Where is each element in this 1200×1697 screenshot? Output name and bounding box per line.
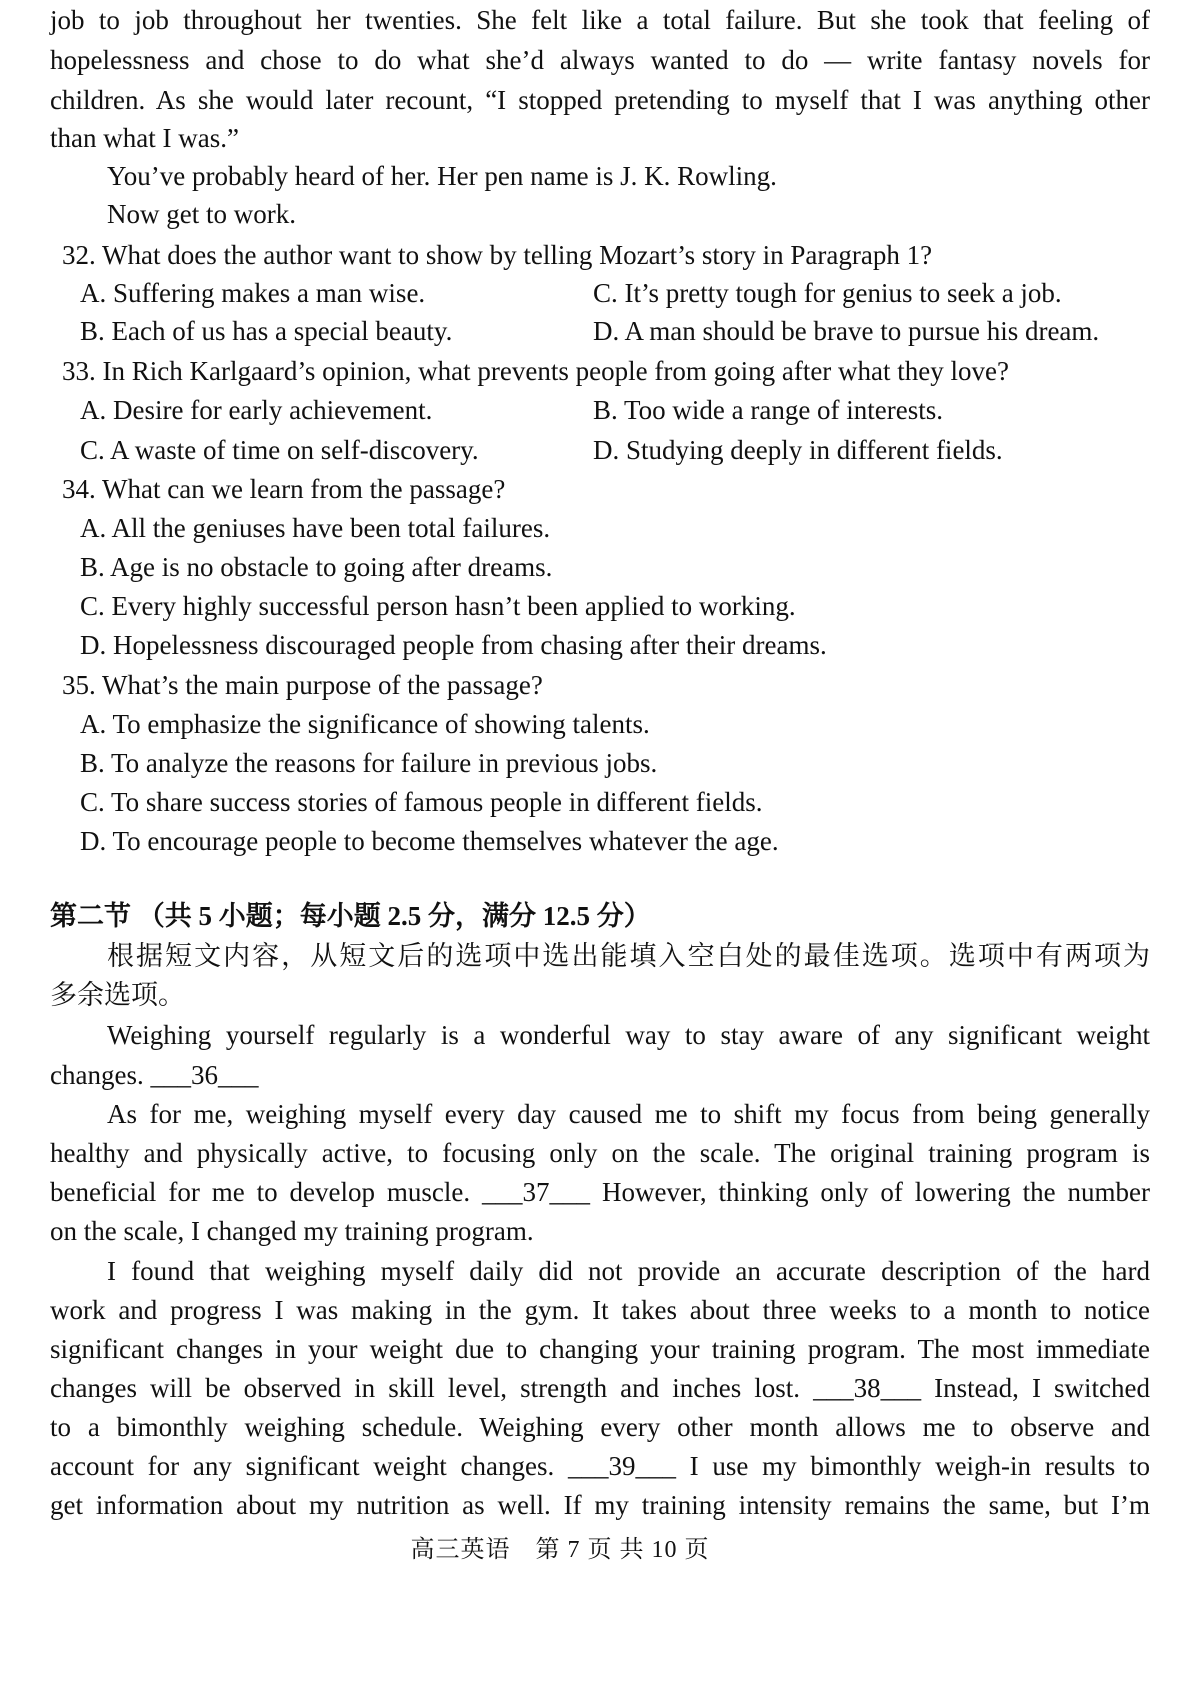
passage-line: changes will be observed in skill level, strength and inches lost. ___38___ Instead, I switched <box>50 1373 1150 1403</box>
passage-line: work and progress I was making in the gym. It takes about three weeks to a month to notice <box>50 1295 1150 1325</box>
passage-line: Weighing yourself regularly is a wonderful way to stay aware of any significant weight <box>107 1020 1150 1050</box>
answer-option: D. Studying deeply in different fields. <box>593 435 1003 465</box>
passage-line: hopelessness and chose to do what she’d always wanted to do — write fantasy novels for <box>50 45 1150 75</box>
passage-line: significant changes in your weight due to changing your training program. The most immediate <box>50 1334 1150 1364</box>
passage-paragraph: You’ve probably heard of her. Her pen name is J. K. Rowling. <box>107 161 777 191</box>
passage-paragraph: Now get to work. <box>107 199 296 229</box>
answer-option: A. Suffering makes a man wise. <box>80 278 426 308</box>
answer-option: D. To encourage people to become themselves whatever the age. <box>80 826 779 856</box>
passage-line: job to job throughout her twenties. She felt like a total failure. But she took that feeling of <box>50 5 1150 35</box>
passage-line: As for me, weighing myself every day caused me to shift my focus from being generally <box>107 1099 1150 1129</box>
answer-option: D. Hopelessness discouraged people from chasing after their dreams. <box>80 630 827 660</box>
section-instructions: 多余选项。 <box>50 980 185 1010</box>
passage-line: healthy and physically active, to focusing only on the scale. The original training program is <box>50 1138 1150 1168</box>
section-heading: 第二节 （共 5 小题；每小题 2.5 分，满分 12.5 分） <box>50 901 651 931</box>
question-stem: 32. What does the author want to show by telling Mozart’s story in Paragraph 1? <box>62 240 933 270</box>
answer-option: B. Too wide a range of interests. <box>593 395 944 425</box>
answer-option: D. A man should be brave to pursue his dream. <box>593 316 1100 346</box>
question-stem: 33. In Rich Karlgaard’s opinion, what prevents people from going after what they love? <box>62 356 1009 386</box>
passage-line: get information about my nutrition as well. If my training intensity remains the same, but I’m <box>50 1490 1150 1520</box>
answer-option: C. It’s pretty tough for genius to seek a job. <box>593 278 1062 308</box>
answer-option: C. A waste of time on self-discovery. <box>80 435 479 465</box>
passage-line: children. As she would later recount, “I stopped pretending to myself that I was anything other <box>50 85 1150 115</box>
passage-line: I found that weighing myself daily did not provide an accurate description of the hard <box>107 1256 1150 1286</box>
section-instructions: 根据短文内容，从短文后的选项中选出能填入空白处的最佳选项。选项中有两项为 <box>107 941 1150 971</box>
answer-option: C. To share success stories of famous people in different fields. <box>80 787 763 817</box>
passage-line: than what I was.” <box>50 123 239 153</box>
answer-option: A. To emphasize the significance of showing talents. <box>80 709 650 739</box>
page-footer: 高三英语 第 7 页 共 10 页 <box>410 1537 710 1563</box>
passage-line: beneficial for me to develop muscle. ___37___ However, thinking only of lowering the number <box>50 1177 1150 1207</box>
question-stem: 35. What’s the main purpose of the passage? <box>62 670 543 700</box>
answer-option: B. Each of us has a special beauty. <box>80 316 453 346</box>
passage-line: account for any significant weight changes. ___39___ I use my bimonthly weigh-in results to <box>50 1451 1150 1481</box>
answer-option: A. Desire for early achievement. <box>80 395 433 425</box>
answer-option: C. Every highly successful person hasn’t been applied to working. <box>80 591 796 621</box>
answer-option: A. All the geniuses have been total failures. <box>80 513 551 543</box>
answer-option: B. Age is no obstacle to going after dreams. <box>80 552 553 582</box>
passage-line: on the scale, I changed my training program. <box>50 1216 534 1246</box>
answer-option: B. To analyze the reasons for failure in previous jobs. <box>80 748 658 778</box>
passage-line: changes. ___36___ <box>50 1060 259 1090</box>
passage-line: to a bimonthly weighing schedule. Weighing every other month allows me to observe and <box>50 1412 1150 1442</box>
question-stem: 34. What can we learn from the passage? <box>62 474 506 504</box>
